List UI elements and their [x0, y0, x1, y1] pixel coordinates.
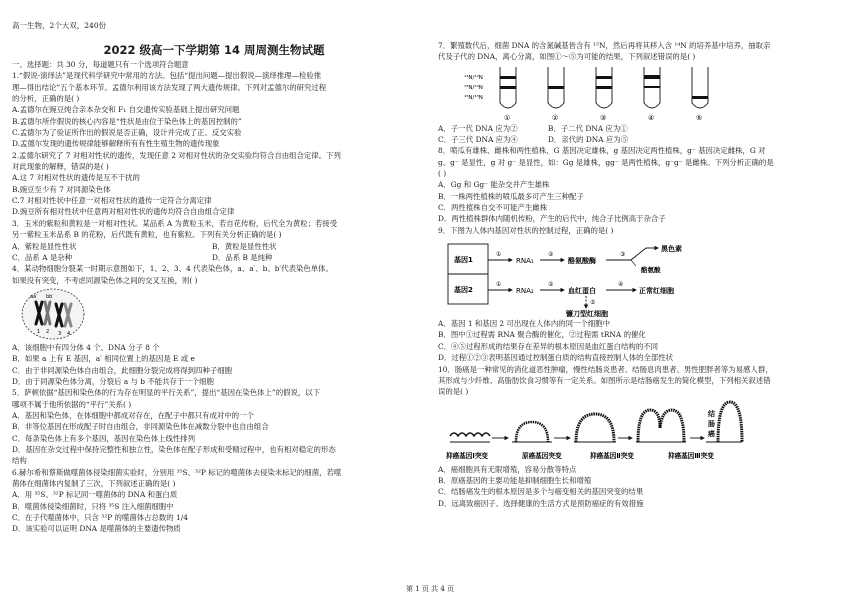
q2-option-b: B.豌豆至少有 7 对同源染色体 [12, 184, 111, 194]
stage-3 [574, 414, 616, 442]
q2-option-a: A.这 7 对相对性状的遗传是互不干扰的 [12, 173, 140, 183]
q3-option-d: D．品系 B 是纯种 [212, 252, 273, 262]
q9-option-b: B．图中①过程需 RNA 聚合酶的催化，②过程需 tRNA 的催化 [438, 330, 646, 340]
q10-line: 误的是( ) [438, 387, 469, 397]
q2-line: 2.孟德尔研究了 7 对相对性状的遗传，发现任意 2 对相对性状的杂交实验均符合自由组合定律。下列 [12, 150, 341, 160]
q10-option-b: B．原癌基因的主要功能是抑制细胞生长和增殖 [438, 475, 592, 485]
q4-option-b: B．如果 a 上有 E 基因，a′ 相同位置上的基因是 E 或 e [12, 354, 195, 364]
q3-option-c: C．品系 A 是杂种 [12, 252, 73, 262]
step-4: ④ [618, 281, 624, 289]
q5-option-d-cont: 结构 [12, 456, 27, 466]
q10-option-d: D．远离致癌因子、选择健康的生活方式是预防癌症的有效措施 [438, 498, 644, 508]
q1-option-b: B.孟德尔所作假说的核心内容是“性状是由位于染色体上的基因控制的” [12, 116, 242, 126]
label-15n14n: ¹⁵N/¹⁴N [464, 84, 483, 91]
question-8 [438, 145, 842, 236]
cell-diagram [18, 286, 88, 342]
q9-option-c: C．④⑤过程形成的结果存在差异的根本原因是血红蛋白结构的不同 [438, 341, 658, 351]
step-1b: ① [496, 281, 502, 289]
label-2: 2 [46, 328, 50, 335]
q7-options-row [438, 134, 842, 145]
tube-2 [548, 67, 564, 108]
step-3: ③ [620, 251, 626, 259]
q8-line: 8．喷瓜有雄株、雌株和两性植株，G 基因决定雄株，g 基因决定两性植株，g⁻ 基因决定雌株，G 对 [438, 146, 766, 156]
q6-option-d: D．该实验可以证明 DNA 是噬菌体的主要遗传物质 [12, 524, 181, 534]
q4-option-a: A．该细胞中有四分体 4 个、DNA 分子 8 个 [12, 342, 160, 352]
right-column [438, 40, 842, 509]
question-7 [438, 40, 842, 145]
q5-line: 哪项不属于他所依据的“平行”关系( ) [12, 399, 132, 409]
label-4: 4 [67, 330, 71, 337]
q10-option-a: A．癌细胞具有无限增殖，容易分散等特点 [438, 464, 577, 474]
q8-option-b: B．一株两性植株的喷瓜最多可产生三种配子 [438, 191, 584, 201]
q7-option-b: B．子二代 DNA 应为① [548, 123, 628, 133]
tube-1 [500, 67, 516, 108]
stage-1 [450, 433, 490, 442]
q1-option-a: A.孟德尔在豌豆纯合亲本杂交和 F₁ 自交遗传实验基础上提出研究问题 [12, 105, 240, 115]
tube-5 [692, 67, 708, 108]
label-3: 3 [58, 330, 62, 337]
q6-option-c: C．在子代噬菌体中，只含 ³²P 的噬菌体占总数的 1/4 [12, 513, 188, 523]
q10-option-c: C．结肠癌发生的根本原因是多个与癌变相关的基因突变的结果 [438, 487, 644, 497]
q9-option-d: D．过程①②③表明基因通过控制蛋白质的结构直接控制人体的全部性状 [438, 353, 674, 363]
q4-option-d: D．由于同源染色体分离，分裂后 a 与 b 不能共存于一个细胞 [12, 376, 214, 386]
label-cancer: 癌 [708, 429, 715, 438]
q6-line: 6.赫尔希和蔡斯做噬菌体侵染细菌实验时，分别用 ³⁵S、³²P 标记的噬菌体去侵染未标记的细菌，若噬 [12, 467, 342, 477]
q6-line: 菌体在细菌体内复制了三次，下列叙述正确的是( ) [12, 479, 176, 488]
tubes-diagram [438, 63, 718, 123]
q2-option-c: C.7 对相对性状中任意一对相对性状的遗传一定符合分离定律 [12, 196, 212, 206]
tube-3 [596, 67, 612, 108]
label-normal-rbc: 正常红细胞 [639, 287, 674, 296]
q5-option-d: D．基因在杂交过程中保持完整性和独立性，染色体在配子形成和受精过程中，也有相对稳定的形态 [12, 444, 336, 454]
q9-stem: 9．下图为人体内基因对性状的控制过程，正确的是( ) [438, 225, 614, 235]
colon-cancer-diagram [446, 398, 746, 464]
q3-option-b: B．黄粒是显性性状 [212, 241, 277, 251]
tube-label-1: ① [504, 113, 511, 122]
q1-line: 1.“假说-演绎法”是现代科学研究中常用的方法。包括“提出问题—提出假说—演绎推理—检验推 [12, 71, 322, 81]
question-6 [12, 467, 416, 535]
label-14n14n: ¹⁴N/¹⁴N [464, 74, 483, 81]
step-2b: ② [548, 281, 554, 289]
q7-option-c: C．子三代 DNA 应为④ [438, 135, 518, 145]
q5-option-c: C．每条染色体上有多个基因，基因在染色体上线性排列 [12, 433, 196, 443]
tube-label-3: ③ [600, 113, 607, 122]
q1-line: 的分析，正确的是( ) [12, 94, 80, 104]
q8-line: ( ) [438, 169, 447, 179]
q8-option-d: D．两性植株群体内随机传粉，产生的后代中，纯合子比例高于杂合子 [438, 214, 666, 224]
label-intestine: 肠 [708, 419, 715, 428]
step-5: ⑤ [590, 299, 596, 307]
label-tyrosinase: 酪氨酸酶 [568, 257, 596, 266]
label-melanin: 黑色素 [661, 245, 682, 254]
q3-line: 3．玉米的紫粒和黄粒是一对相对性状。某品系 A 为黄粒玉米，若自花传粉，后代全为黄粒；若接受 [12, 218, 338, 228]
left-column [12, 40, 416, 535]
q4-line: 4．某动物细胞分裂某一时期示意图如下，1、2、3、4 代表染色体，a、a′、b、b′代表染色单体。 [12, 264, 333, 274]
q5-option-a: A．基因和染色体，在体细胞中都成对存在，在配子中都只有成对中的一个 [12, 410, 254, 420]
cell-division-figure [12, 286, 416, 342]
q6-option-b: B．噬菌体侵染细菌时，只将 ³⁵S 注入细菌细胞中 [12, 501, 174, 511]
q8-option-c: C．两性植株自交不可能产生雌株 [438, 203, 548, 213]
tube-label-5: ⑤ [696, 113, 703, 122]
step-1: ① [496, 251, 502, 259]
question-3 [12, 218, 416, 263]
q2-line: 对此现象的解释，错误的是( ) [12, 162, 109, 172]
q9-option-a: A．基因 1 和基因 2 可出现在人体内的同一个细胞中 [438, 319, 610, 329]
q7-line: 代及子代的 DNA，离心分离，如图①～⑤为可能的结果，下列叙述错误的是( ) [438, 52, 696, 62]
stage-4 [636, 410, 686, 442]
gene-expression-figure [438, 236, 842, 318]
label-1: 1 [37, 328, 41, 335]
q10-line: 10．肠癌是一种常见的消化道恶性肿瘤，慢性结肠炎患者、结肠息肉患者、男性肥胖者等为易感人群， [438, 364, 773, 374]
exam-page [12, 40, 852, 580]
page-title: 2022 级高一下学期第 14 周周测生物试题 [103, 43, 325, 57]
label-tsg1: 抑癌基因Ⅰ突变 [446, 451, 489, 460]
label-oncogene: 原癌基因突变 [522, 451, 562, 460]
label-gene2: 基因2 [454, 286, 473, 295]
q1-option-d: D.孟德尔发现的遗传规律能够解释所有有性生殖生物的遗传现象 [12, 139, 220, 149]
q5-option-b: B．非等位基因在形成配子时自由组合，非同源染色体在减数分裂中也自由组合 [12, 422, 269, 432]
question-1 [12, 70, 416, 149]
q8-line: g、g⁻ 是显性，g 对 g⁻ 是显性，如：Gg 是雄株，gg⁻ 是两性植株，g⁻g⁻ 是雌株。下列分析正确的是 [438, 157, 774, 167]
tube-label-2: ② [552, 113, 559, 122]
q6-option-a: A．用 ³⁵S、³²P 标记同一噬菌体的 DNA 和蛋白质 [12, 490, 178, 500]
question-10 [438, 364, 842, 509]
question-2 [12, 150, 416, 218]
question-5 [12, 387, 416, 466]
label-rna1: RNA₁ [516, 257, 534, 266]
label-tsg2: 抑癌基因Ⅱ突变 [590, 451, 634, 460]
q1-line: 理—得出结论”五个基本环节。孟德尔利用该方法发现了两大遗传规律。下列对孟德尔的研究过程 [12, 82, 327, 92]
q10-line: 其形成与少纤维、高脂肪饮食习惯等有一定关系。如图所示是结肠癌发生的简化模型，下列相关叙述错 [438, 375, 771, 385]
section-intro: 一、选择题：共 30 分，每道题只有一个选项符合题意 [12, 60, 189, 69]
q3-line: 另一紫粒玉米品系 B 的花粉，后代既有黄粒，也有紫粒。下列有关分析正确的是( ) [12, 230, 282, 240]
q7-option-a: A．子一代 DNA 应为② [438, 123, 518, 133]
label-bb: bb′ [46, 293, 54, 300]
question-9 [438, 236, 842, 363]
gene-pathway-diagram [446, 236, 746, 318]
tube-4 [644, 67, 660, 108]
label-tsg3: 抑癌基因Ⅲ突变 [668, 451, 714, 460]
label-rna2: RNA₂ [516, 287, 534, 296]
label-aa: aa′ [30, 293, 38, 300]
label-hemoglobin: 血红蛋白 [568, 287, 596, 296]
colon-cancer-figure [438, 398, 842, 464]
label-15n15n: ¹⁵N/¹⁵N [464, 94, 483, 101]
q3-options-row [12, 252, 416, 263]
page-footer: 第 1 页 共 4 页 [405, 585, 455, 593]
stage-2 [512, 422, 552, 442]
label-tyrosine: 酪氨酸 [641, 266, 661, 275]
q4-option-c: C．由于非同源染色体自由组合，此细胞分裂完成将得到四种子细胞 [12, 365, 232, 375]
q8-option-a: A．Gg 和 Gg⁻ 能杂交并产生雄株 [438, 180, 550, 190]
q7-options-row [438, 123, 842, 134]
q7-option-d: D．亲代的 DNA 应为⑤ [548, 135, 629, 145]
q5-line: 5．萨顿依据“基因和染色体的行为存在明显的平行关系”，提出“基因在染色体上”的假说，以下 [12, 388, 321, 398]
label-sickle-cell: 镰刀型红细胞 [566, 310, 608, 319]
tube-label-4: ④ [648, 113, 655, 122]
centrifuge-tubes-figure [438, 63, 842, 123]
label-gene1: 基因1 [454, 256, 473, 265]
question-4 [12, 263, 416, 387]
q3-option-a: A．紫粒是显性性状 [12, 241, 77, 251]
q3-options-row [12, 241, 416, 252]
q4-line: 如果没有突变，不考虑同源染色体之间的交叉互换，则( ) [12, 275, 198, 285]
header-note: 高一生物，2个大双，240份 [12, 21, 107, 30]
label-colon: 结 [708, 409, 715, 418]
q1-option-c: C.孟德尔为了验证所作出的假说是否正确，设计并完成了正、反交实验 [12, 128, 242, 138]
q7-line: 7．繁殖数代后，细菌 DNA 的含氮碱基皆含有 ¹⁵N，然后再将其移入含 ¹⁴N 的培养基中培养，抽取亲 [438, 41, 771, 50]
q2-option-d: D.豌豆所有相对性状中任意两对相对性状的遗传均符合自由组合定律 [12, 207, 235, 217]
step-2: ② [548, 251, 554, 259]
